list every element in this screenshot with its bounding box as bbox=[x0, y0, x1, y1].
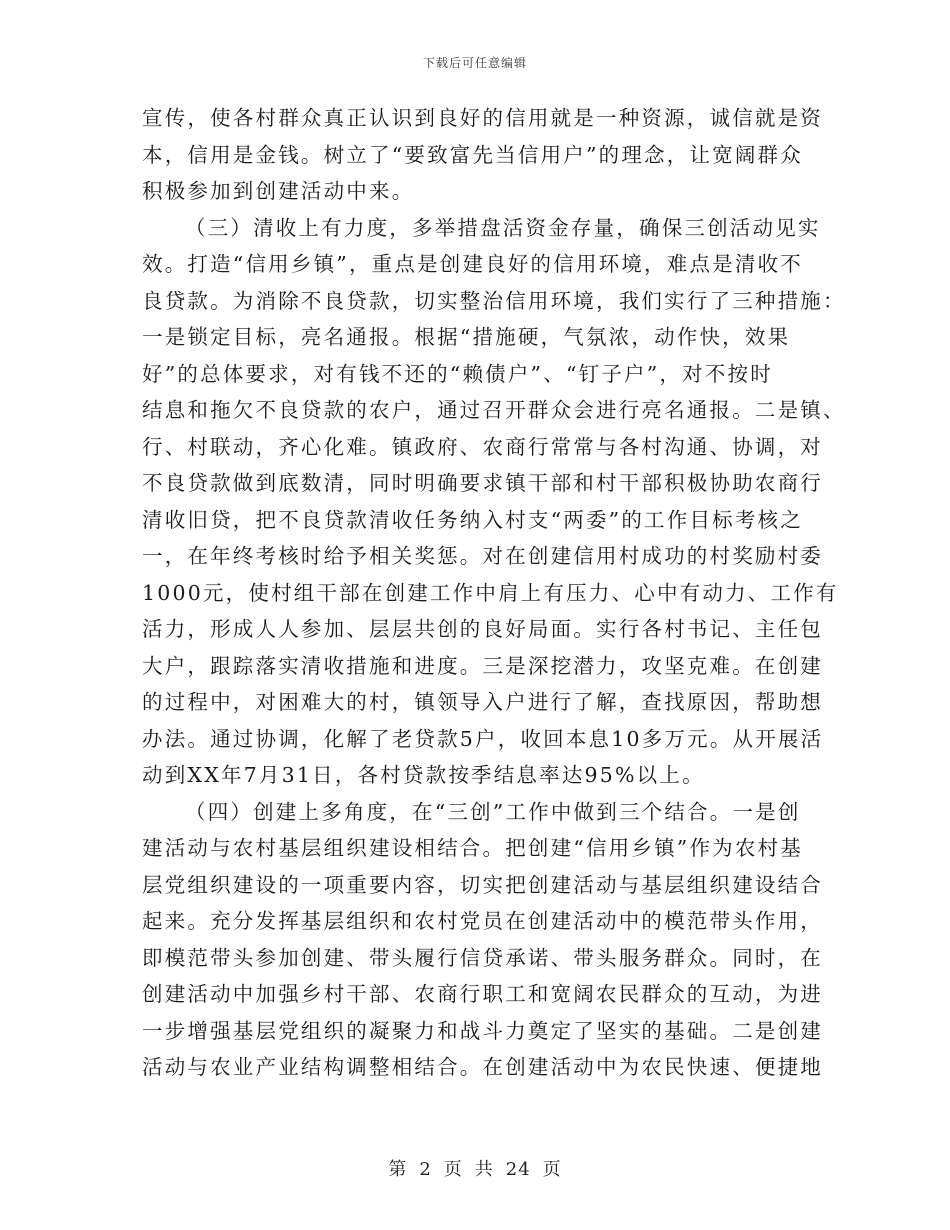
body-line: 行、村联动，齐心化难。镇政府、农商行常常与各村沟通、协调，对 bbox=[142, 434, 823, 459]
page-label-suffix: 页 bbox=[542, 1159, 562, 1180]
body-line: 起来。充分发挥基层组织和农村党员在创建活动中的模范带头作用， bbox=[142, 909, 823, 933]
body-line: 1000元，使村组干部在创建工作中肩上有压力、心中有动力、工作有 bbox=[142, 580, 839, 605]
body-line: 本，信用是金钱。树立了“要致富先当信用户”的理念，让宽阔群众 bbox=[142, 142, 803, 167]
body-line: 良贷款。为消除不良贷款，切实整治信用环境，我们实行了三种措施： bbox=[142, 288, 846, 313]
body-line: 层党组织建设的一项重要内容，切实把创建活动与基层组织建设结合 bbox=[142, 872, 823, 897]
total-label: 共 bbox=[474, 1159, 494, 1180]
body-line: 一是锁定目标，亮名通报。根据“措施硬，气氛浓，动作快，效果 bbox=[142, 325, 791, 349]
body-line: 积极参加到创建活动中来。 bbox=[142, 179, 415, 203]
body-line: 的过程中，对困难大的村，镇领导入户进行了解，查找原因，帮助想 bbox=[142, 690, 823, 714]
body-line: 动到XX年7月31日，各村贷款按季结息率达95%以上。 bbox=[142, 763, 705, 787]
body-line: 即模范带头参加创建、带头履行信贷承诺、带头服务群众。同时，在 bbox=[142, 945, 823, 970]
body-line: 活动与农业产业结构调整相结合。在创建活动中为农民快速、便捷地 bbox=[142, 1055, 823, 1079]
body-line: 好”的总体要求，对有钱不还的“赖债户”、“钉子户”，对不按时 bbox=[142, 361, 773, 386]
page-label-prefix: 第 bbox=[388, 1159, 408, 1180]
body-line: 效。打造“信用乡镇”，重点是创建良好的信用环境，难点是清收不 bbox=[142, 252, 803, 276]
body-line: 不良贷款做到底数清，同时明确要求镇干部和村干部积极协助农商行 bbox=[142, 471, 823, 495]
page-header: 下载后可任意编辑 bbox=[422, 56, 527, 70]
body-line: 宣传，使各村群众真正认识到良好的信用就是一种资源，诚信就是资 bbox=[142, 106, 823, 130]
body-line: 一步增强基层党组织的凝聚力和战斗力奠定了坚实的基础。二是创建 bbox=[142, 1018, 823, 1043]
body-line: 一，在年终考核时给予相关奖惩。对在创建信用村成功的村奖励村委 bbox=[142, 544, 823, 568]
page-number: 2 bbox=[419, 1159, 432, 1180]
total-pages: 24 bbox=[505, 1159, 531, 1180]
body-line: 建活动与农村基层组织建设相结合。把创建“信用乡镇”作为农村基 bbox=[142, 836, 803, 860]
body-line: 结息和拖欠不良贷款的农户，通过召开群众会进行亮名通报。二是镇、 bbox=[142, 398, 846, 422]
body-line: 清收旧贷，把不良贷款清收任务纳入村支“两委”的工作目标考核之 bbox=[142, 507, 803, 532]
section-four-heading-line: （四）创建上多角度，在“三创”工作中做到三个结合。一是创 bbox=[185, 799, 801, 824]
section-three-heading-line: （三）清收上有力度，多举措盘活资金存量，确保三创活动见实 bbox=[185, 215, 821, 240]
body-line: 活力，形成人人参加、层层共创的良好局面。实行各村书记、主任包 bbox=[142, 617, 823, 641]
document-body bbox=[142, 100, 846, 1086]
body-line: 大户，跟踪落实清收措施和进度。三是深挖潜力，攻坚克难。在创建 bbox=[142, 653, 823, 678]
body-line: 创建活动中加强乡村干部、农商行职工和宽阔农民群众的互动，为进 bbox=[142, 982, 823, 1006]
page-label-mid: 页 bbox=[443, 1159, 463, 1180]
body-line: 办法。通过协调，化解了老贷款5户，收回本息10多万元。从开展活 bbox=[142, 726, 824, 751]
page-footer bbox=[0, 1155, 950, 1181]
